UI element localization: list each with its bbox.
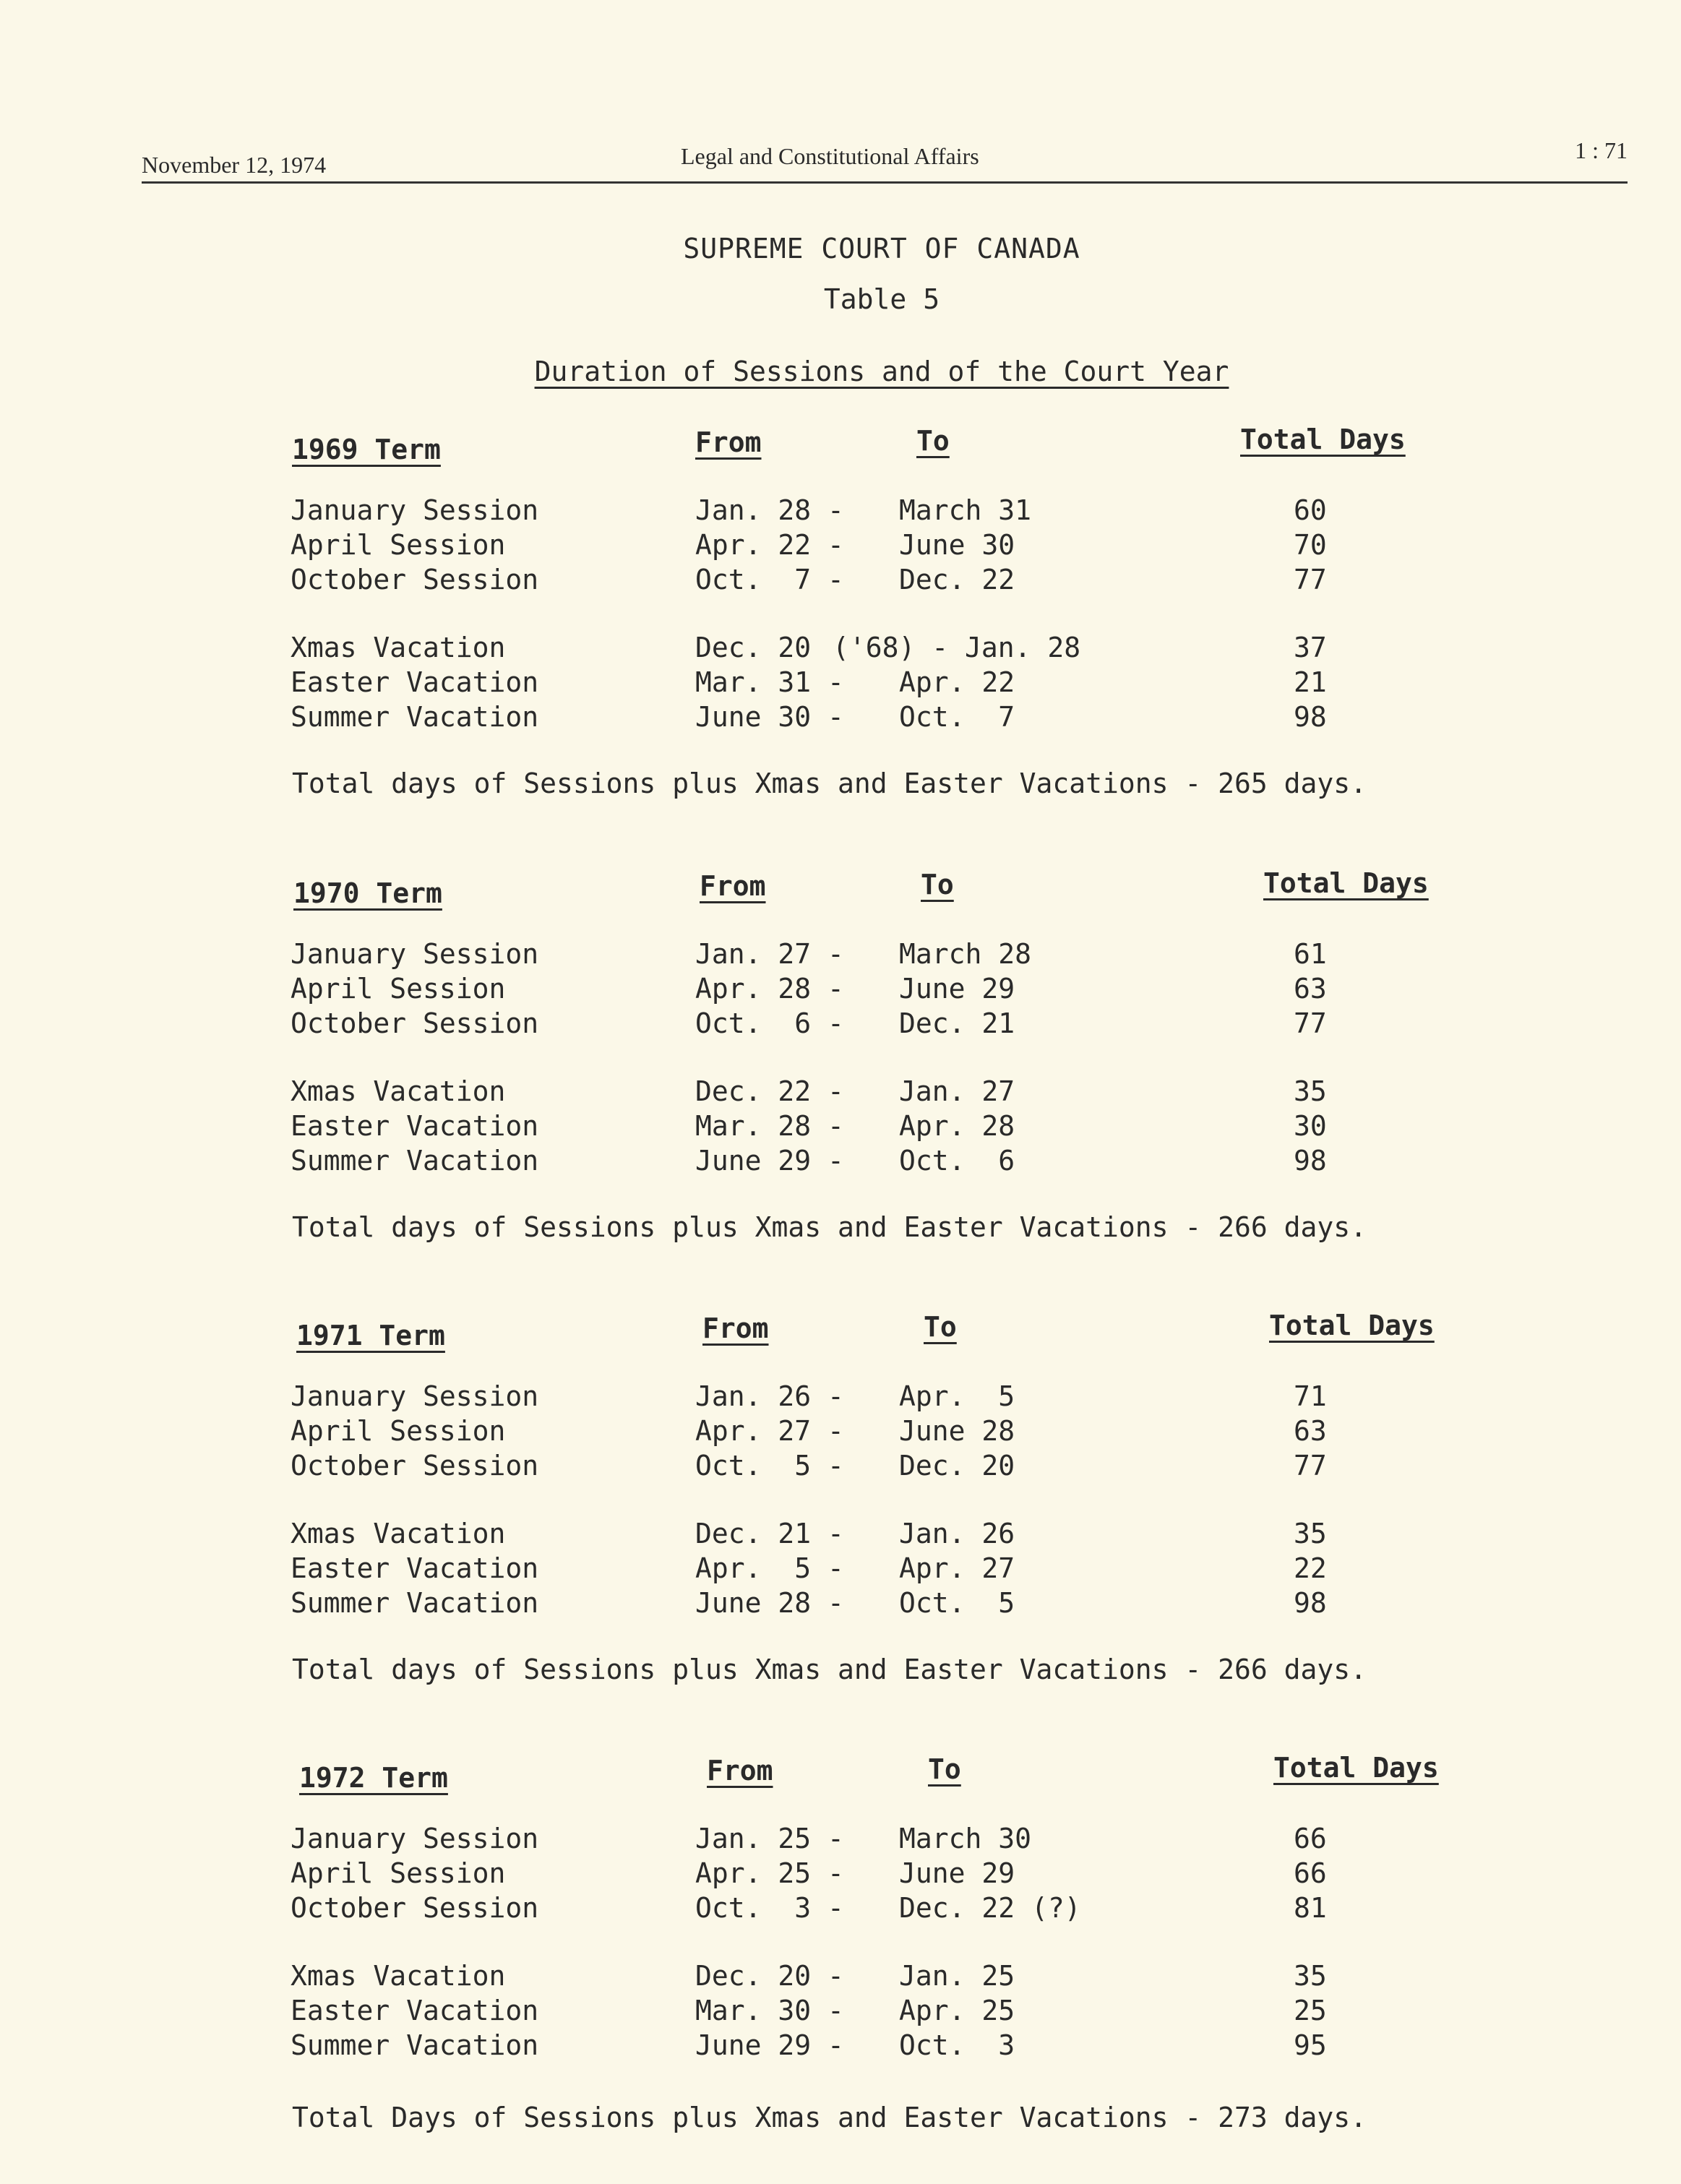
table-row: April Session Apr. 22 - June 30 70 (291, 529, 1327, 561)
table-row: January Session Jan. 25 - March 30 66 (291, 1823, 1327, 1854)
term-total-1969: Total days of Sessions plus Xmas and Easter Vacations - 265 days. (292, 768, 1367, 799)
column-header-to: To (921, 869, 954, 900)
term-block-1970 (0, 867, 1681, 1177)
table-row: Xmas Vacation Dec. 21 - Jan. 26 35 (291, 1518, 1327, 1549)
table-row: January Session Jan. 26 - Apr. 5 71 (291, 1380, 1327, 1412)
term-label: 1969 Term (292, 434, 441, 465)
table-row: April Session Apr. 27 - June 28 63 (291, 1415, 1327, 1447)
table-row: Xmas Vacation Dec. 22 - Jan. 27 35 (291, 1075, 1327, 1107)
table-row: April Session Apr. 28 - June 29 63 (291, 973, 1327, 1005)
term-block-1972 (0, 1752, 1681, 2061)
table-row: Easter Vacation Apr. 5 - Apr. 27 22 (291, 1552, 1327, 1584)
table-row: Easter Vacation Mar. 30 - Apr. 25 25 (291, 1995, 1327, 2026)
column-header-total-days: Total Days (1269, 1310, 1435, 1341)
table-row: October Session Oct. 3 - Dec. 22 (?) 81 (291, 1892, 1327, 1924)
header-date: November 12, 1974 (142, 152, 327, 178)
column-header-from: From (695, 426, 762, 458)
table-row: October Session Oct. 6 - Dec. 21 77 (291, 1007, 1327, 1039)
column-header-total-days: Total Days (1263, 867, 1429, 899)
term-block-1971 (0, 1310, 1681, 1619)
table-row: Summer Vacation June 29 - Oct. 6 98 (291, 1145, 1327, 1177)
term-total-1970: Total days of Sessions plus Xmas and Easter Vacations - 266 days. (292, 1211, 1367, 1243)
column-header-to: To (928, 1753, 961, 1785)
header-page-number: 1 : 71 (1575, 137, 1628, 163)
header-section: Legal and Constitutional Affairs (681, 143, 979, 169)
table-row: October Session Oct. 5 - Dec. 20 77 (291, 1450, 1327, 1482)
column-header-to: To (916, 425, 950, 457)
table-row: Easter Vacation Mar. 28 - Apr. 28 30 (291, 1110, 1327, 1142)
term-label: 1972 Term (299, 1762, 448, 1794)
column-header-from: From (707, 1755, 773, 1787)
column-header-total-days: Total Days (1240, 424, 1406, 455)
term-total-1972: Total Days of Sessions plus Xmas and Easter Vacations - 273 days. (292, 2102, 1367, 2133)
term-label: 1970 Term (293, 877, 442, 909)
column-header-to: To (924, 1311, 957, 1343)
term-label: 1971 Term (296, 1320, 445, 1351)
column-header-total-days: Total Days (1273, 1752, 1439, 1784)
table-row: January Session Jan. 28 - March 31 60 (291, 494, 1327, 526)
column-header-from: From (700, 870, 766, 902)
table-row: Xmas Vacation Dec. 20 ('68) - Jan. 28 37 (291, 632, 1327, 663)
table-number: Table 5 (823, 283, 940, 315)
table-row: October Session Oct. 7 - Dec. 22 77 (291, 564, 1327, 596)
column-header-from: From (702, 1312, 769, 1344)
table-row: Summer Vacation June 29 - Oct. 3 95 (291, 2029, 1327, 2061)
table-row: January Session Jan. 27 - March 28 61 (291, 938, 1327, 970)
table-title: Duration of Sessions and of the Court Year (534, 356, 1229, 387)
table-row: April Session Apr. 25 - June 29 66 (291, 1857, 1327, 1889)
table-row: Summer Vacation June 28 - Oct. 5 98 (291, 1587, 1327, 1619)
court-title: SUPREME COURT OF CANADA (683, 233, 1080, 265)
table-row: Summer Vacation June 30 - Oct. 7 98 (291, 701, 1327, 733)
term-total-1971: Total days of Sessions plus Xmas and Easter Vacations - 266 days. (292, 1654, 1367, 1685)
table-row: Easter Vacation Mar. 31 - Apr. 22 21 (291, 666, 1327, 698)
table-row: Xmas Vacation Dec. 20 - Jan. 25 35 (291, 1960, 1327, 1992)
term-block-1969 (0, 424, 1681, 733)
